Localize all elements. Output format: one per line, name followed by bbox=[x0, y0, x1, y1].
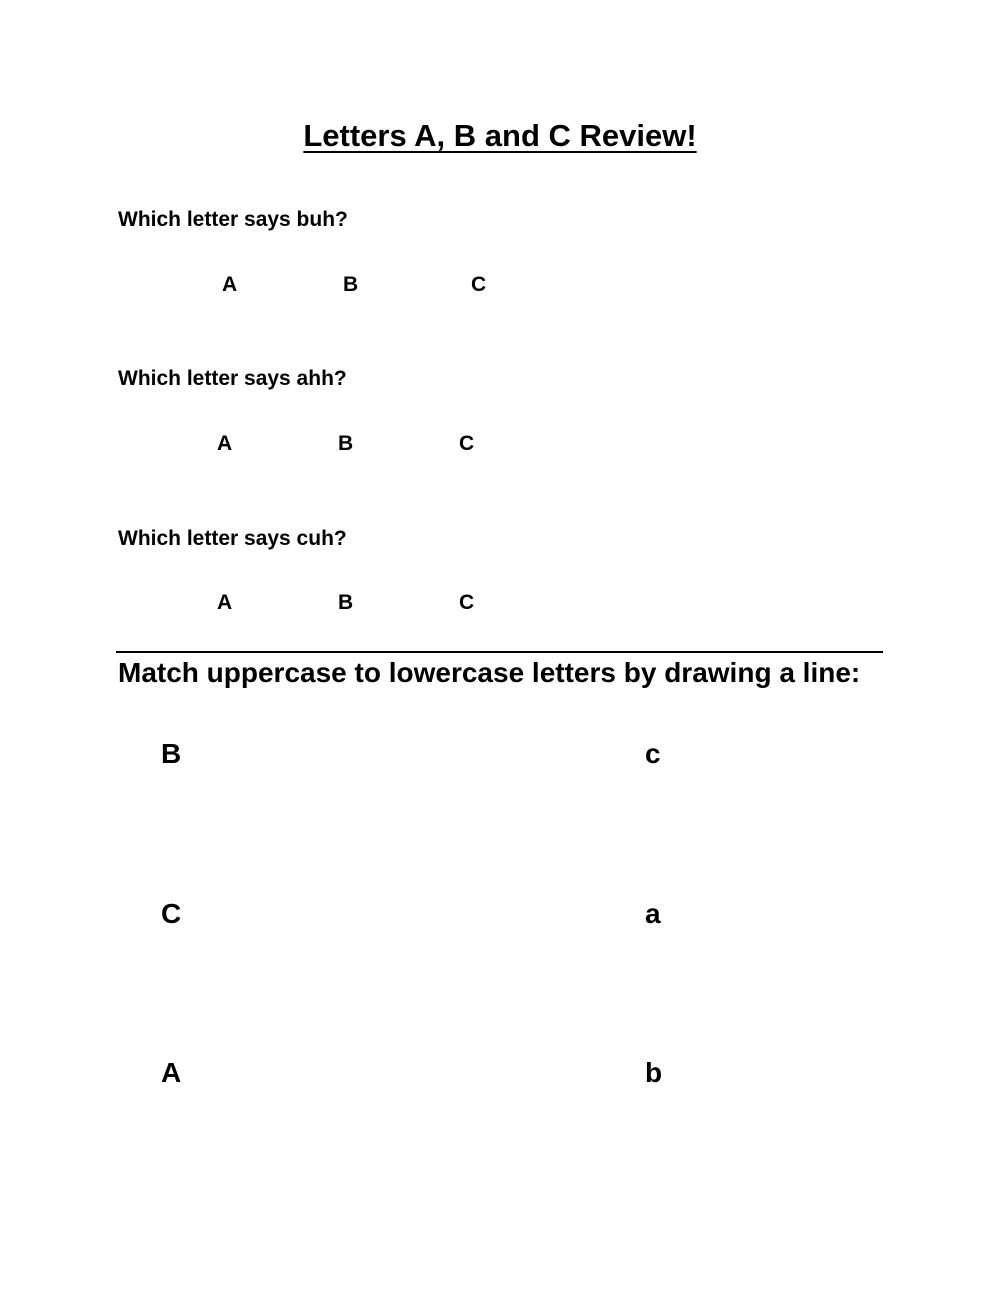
question-2-prompt: Which letter says ahh? bbox=[118, 367, 347, 390]
question-2-choice-a[interactable]: A bbox=[217, 432, 233, 455]
question-2-choice-c[interactable]: C bbox=[459, 432, 475, 455]
question-1-choice-a[interactable]: A bbox=[222, 273, 238, 296]
question-3-choice-c[interactable]: C bbox=[459, 591, 475, 614]
uppercase-letter-3[interactable]: A bbox=[161, 1057, 182, 1088]
uppercase-letter-2[interactable]: C bbox=[161, 898, 182, 929]
question-1-prompt: Which letter says buh? bbox=[118, 208, 348, 231]
question-1-choice-b[interactable]: B bbox=[343, 273, 359, 296]
section-divider bbox=[116, 651, 883, 653]
question-2-choice-b[interactable]: B bbox=[338, 432, 354, 455]
page-title: Letters A, B and C Review! bbox=[303, 118, 697, 153]
matching-instructions: Match uppercase to lowercase letters by drawing a line: bbox=[118, 657, 861, 688]
lowercase-letter-2[interactable]: a bbox=[645, 898, 661, 929]
question-1-choice-c[interactable]: C bbox=[471, 273, 487, 296]
question-3-choice-a[interactable]: A bbox=[217, 591, 233, 614]
question-3-prompt: Which letter says cuh? bbox=[118, 527, 347, 550]
question-3-choice-b[interactable]: B bbox=[338, 591, 354, 614]
uppercase-letter-1[interactable]: B bbox=[161, 738, 182, 769]
lowercase-letter-3[interactable]: b bbox=[645, 1057, 663, 1088]
lowercase-letter-1[interactable]: c bbox=[645, 738, 661, 769]
